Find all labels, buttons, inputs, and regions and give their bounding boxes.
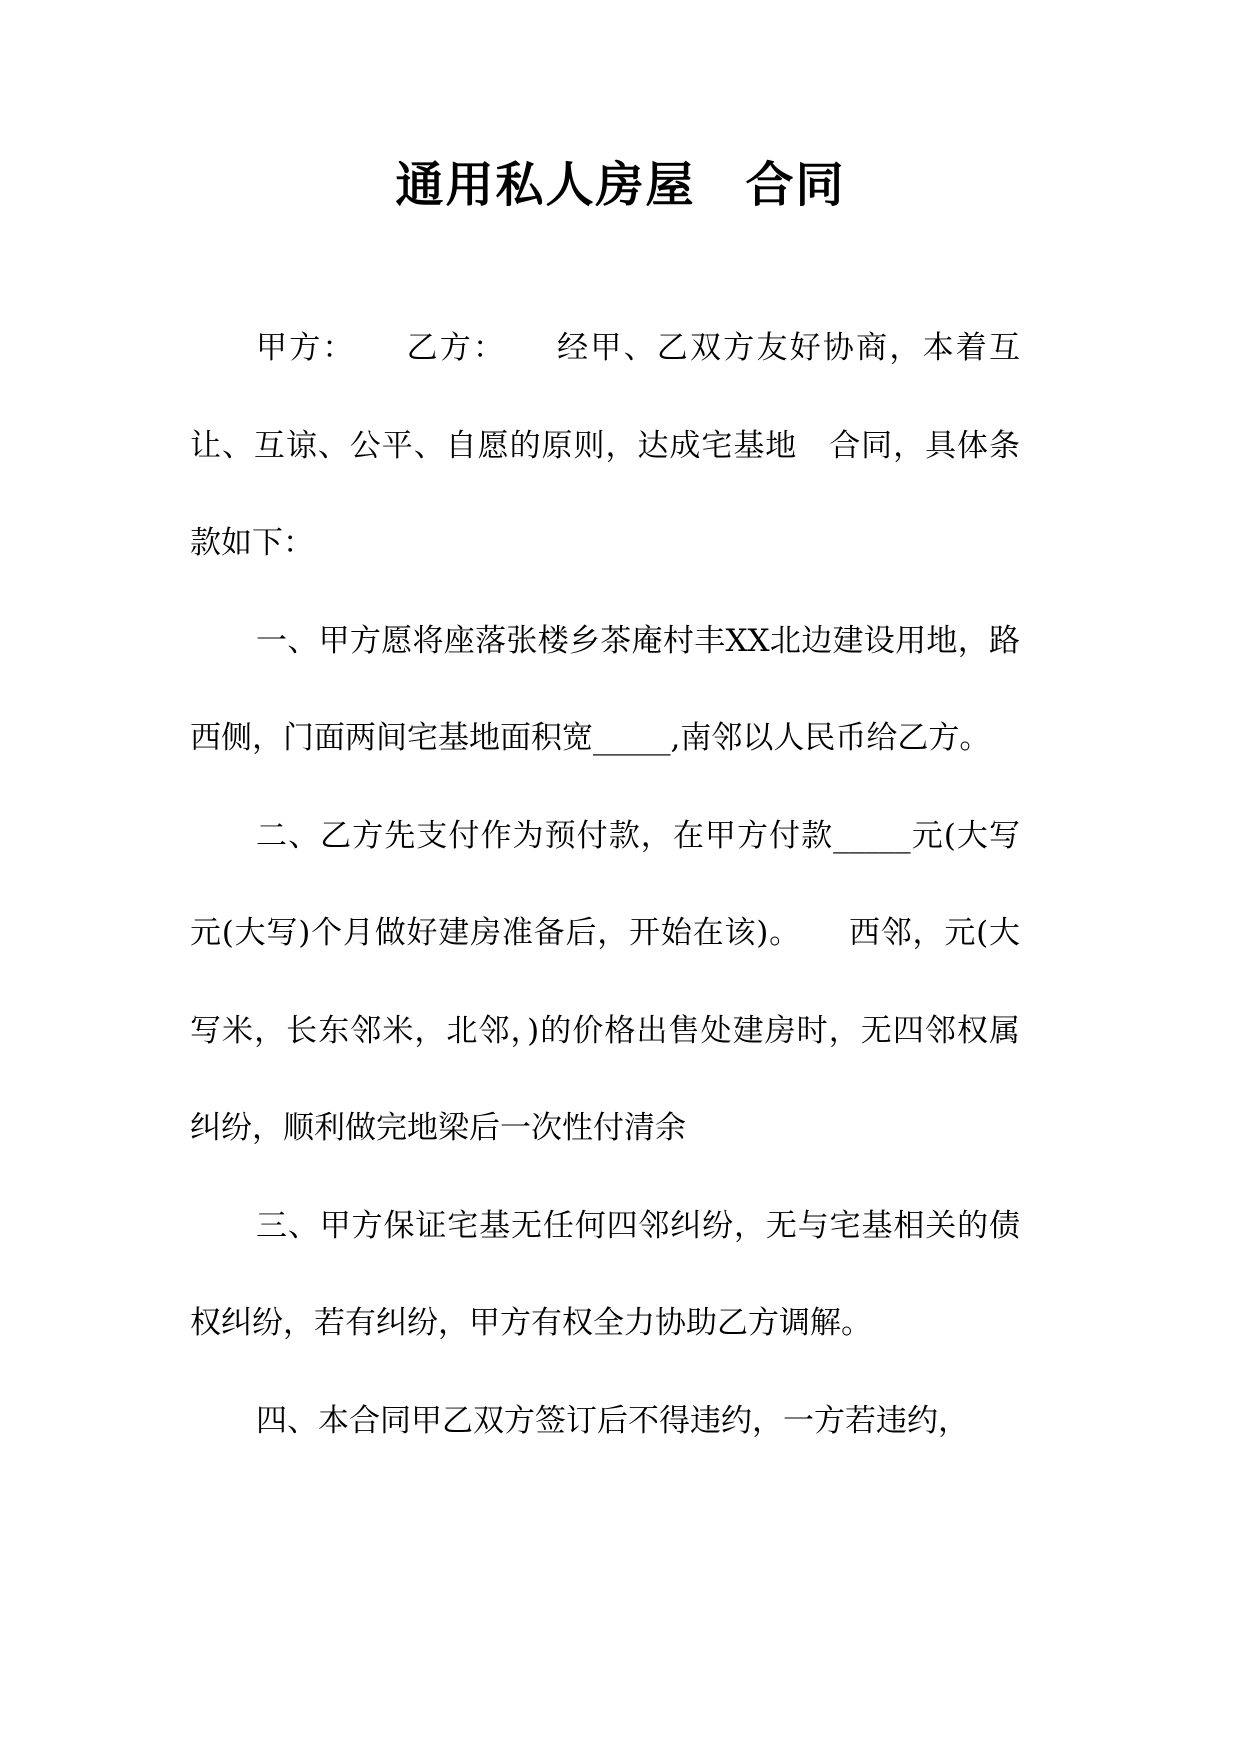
paragraph-clause-2: 二、乙方先支付作为预付款，在甲方付款_____元(大写元(大写)个月做好建房准备后，开始在该)。 西邻，元(大写米，长东邻米，北邻，)的价格出售处建房时，无四邻权属纠纷，顺利做完地梁后一次性付清余 <box>190 817 1020 1146</box>
document-title: 通用私人房屋 合同 <box>395 157 846 213</box>
document-body <box>190 300 1020 1470</box>
paragraph-clause-4: 四、本合同甲乙双方签订后不得违约，一方若违约， <box>256 1402 969 1439</box>
paragraph-clause-1: 一、甲方愿将座落张楼乡茶庵村丰XX北边建设用地，路西侧，门面两间宅基地面积宽_____,南邻以人民币给乙方。 <box>190 622 1020 756</box>
paragraph-clause-3: 三、甲方保证宅基无任何四邻纠纷，无与宅基相关的债权纠纷，若有纠纷，甲方有权全力协助乙方调解。 <box>190 1207 1020 1341</box>
paragraph-intro: 甲方： 乙方： 经甲、乙双方友好协商，本着互让、互谅、公平、自愿的原则，达成宅基地 合同，具体条款如下： <box>190 330 1020 561</box>
